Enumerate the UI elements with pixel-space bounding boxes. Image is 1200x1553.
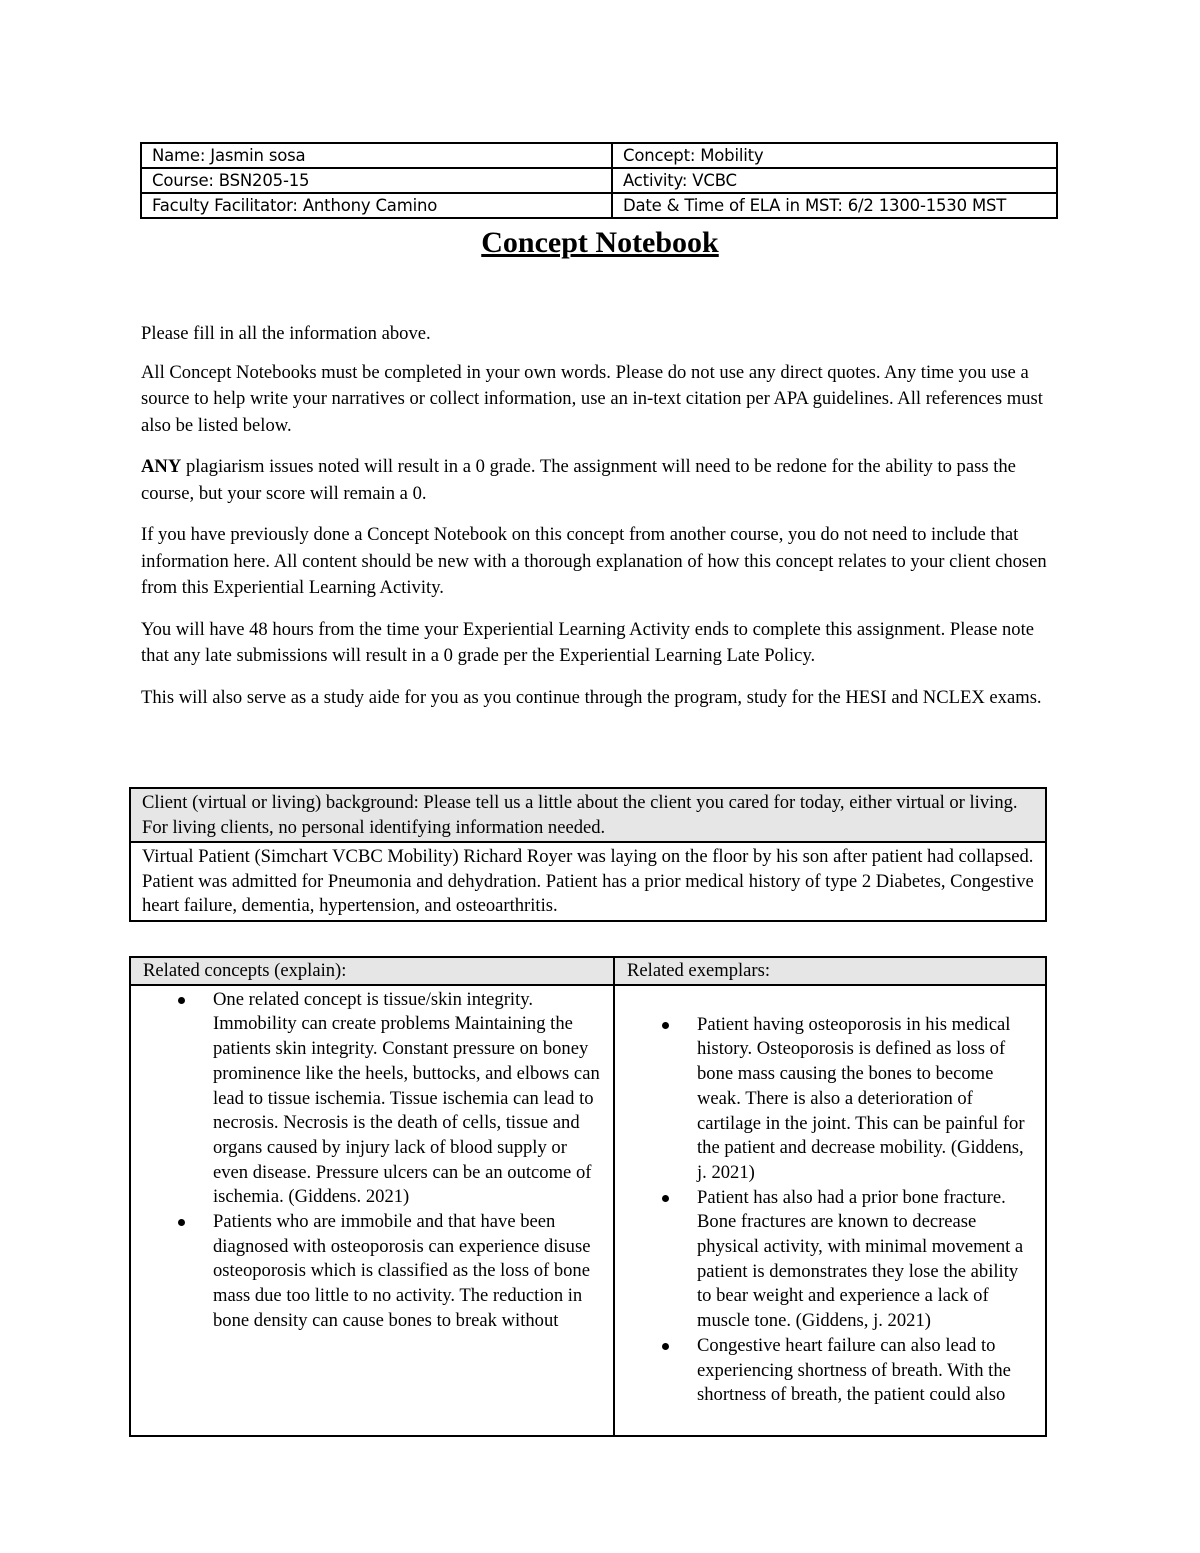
- bullet-icon: [662, 1195, 669, 1202]
- client-background-table: [129, 787, 1047, 922]
- list-item: One related concept is tissue/skin integrity. Immobility can create problems Maintaining the patients skin integrity. Constant pressure on boney prominence like the heels, buttocks, and elbows can lead to tissue ischemia. Tissue ischemia can lead to necrosis. Necrosis is the death of cells, tissue and organs caused by injury lack of blood supply or even disease. Pressure ulcers can be an outcome of ischemia. (Giddens. 2021): [131, 988, 613, 1210]
- instruction-paragraph: This will also serve as a study aide for you as you continue through the program, study for the HESI and NCLEX exams.: [141, 686, 1042, 708]
- related-concepts-list: [131, 988, 613, 1334]
- instruction-paragraph: If you have previously done a Concept Notebook on this concept from another course, you do not need to include that information here. All content should be new with a thorough explanation of how this concept relates to your client chosen from this Experiential Learning Activity.: [141, 524, 1047, 598]
- instructions: [141, 321, 1053, 726]
- bullet-icon: [662, 1343, 669, 1350]
- related-exemplars-cell: [614, 985, 1046, 1436]
- related-concepts-cell: [130, 985, 614, 1436]
- list-item: Congestive heart failure can also lead to experiencing shortness of breath. With the shortness of breath, the patient could also: [615, 1334, 1045, 1408]
- bullet-icon: [178, 997, 185, 1004]
- student-info-table: [140, 142, 1058, 219]
- instruction-paragraph: [141, 454, 1053, 507]
- related-exemplars-list: [615, 1013, 1045, 1408]
- bullet-icon: [662, 1022, 669, 1029]
- client-background-header: Client (virtual or living) background: Please tell us a little about the client you cared for today, either virtual or living. For living clients, no personal identifying information needed.: [130, 788, 1046, 842]
- concept-name: Concept: Mobility: [612, 143, 1057, 168]
- related-concepts-table: [129, 956, 1047, 1437]
- related-concepts-header: Related concepts (explain):: [130, 957, 614, 985]
- course-code: Course: BSN205-15: [141, 168, 612, 193]
- related-exemplars-header: Related exemplars:: [614, 957, 1046, 985]
- activity-name: Activity: VCBC: [612, 168, 1057, 193]
- instruction-paragraph: Please fill in all the information above.: [141, 323, 431, 344]
- list-item: Patients who are immobile and that have been diagnosed with osteoporosis can experience disuse osteoporosis which is classified as the loss of bone mass due too little to no activity. The reduction in bone density can cause bones to break without: [131, 1210, 613, 1334]
- student-name: Name: Jasmin sosa: [141, 143, 612, 168]
- bullet-icon: [178, 1219, 185, 1226]
- instruction-paragraph: All Concept Notebooks must be completed in your own words. Please do not use any direct quotes. Any time you use a source to help write your narratives or collect information, use an in-text citation per APA guidelines. All references must also be listed below.: [141, 361, 1043, 436]
- info-row: [141, 168, 1057, 193]
- emphasis-any: ANY: [141, 456, 182, 477]
- instruction-paragraph: You will have 48 hours from the time your Experiential Learning Activity ends to complete this assignment. Please note that any late submissions will result in a 0 grade per the Experiential Learning Late Policy.: [141, 618, 1035, 666]
- ela-date-time: Date & Time of ELA in MST: 6/2 1300-1530 MST: [612, 193, 1057, 218]
- plagiarism-text: plagiarism issues noted will result in a 0 grade. The assignment will need to be redone for the ability to pass the course, but your score will remain a 0.: [141, 456, 1016, 504]
- faculty-facilitator: Faculty Facilitator: Anthony Camino: [141, 193, 612, 218]
- list-item: Patient having osteoporosis in his medical history. Osteoporosis is defined as loss of bone mass causing the bones to become weak. There is also a deterioration of cartilage in the joint. This can be painful for the patient and decrease mobility. (Giddens, j. 2021): [615, 1013, 1045, 1186]
- list-item: Patient has also had a prior bone fracture. Bone fractures are known to decrease physical activity, with minimal movement a patient is demonstrates they lose the ability to bear weight and experience a lack of muscle tone. (Giddens, j. 2021): [615, 1186, 1045, 1334]
- info-row: [141, 143, 1057, 168]
- info-row: [141, 193, 1057, 218]
- client-background-text: Virtual Patient (Simchart VCBC Mobility) Richard Royer was laying on the floor by his son after patient had collapsed. Patient was admitted for Pneumonia and dehydration. Patient has a prior medical history of type 2 Diabetes, Congestive heart failure, dementia, hypertension, and osteoarthritis.: [130, 842, 1046, 921]
- page-title: Concept Notebook: [481, 226, 719, 259]
